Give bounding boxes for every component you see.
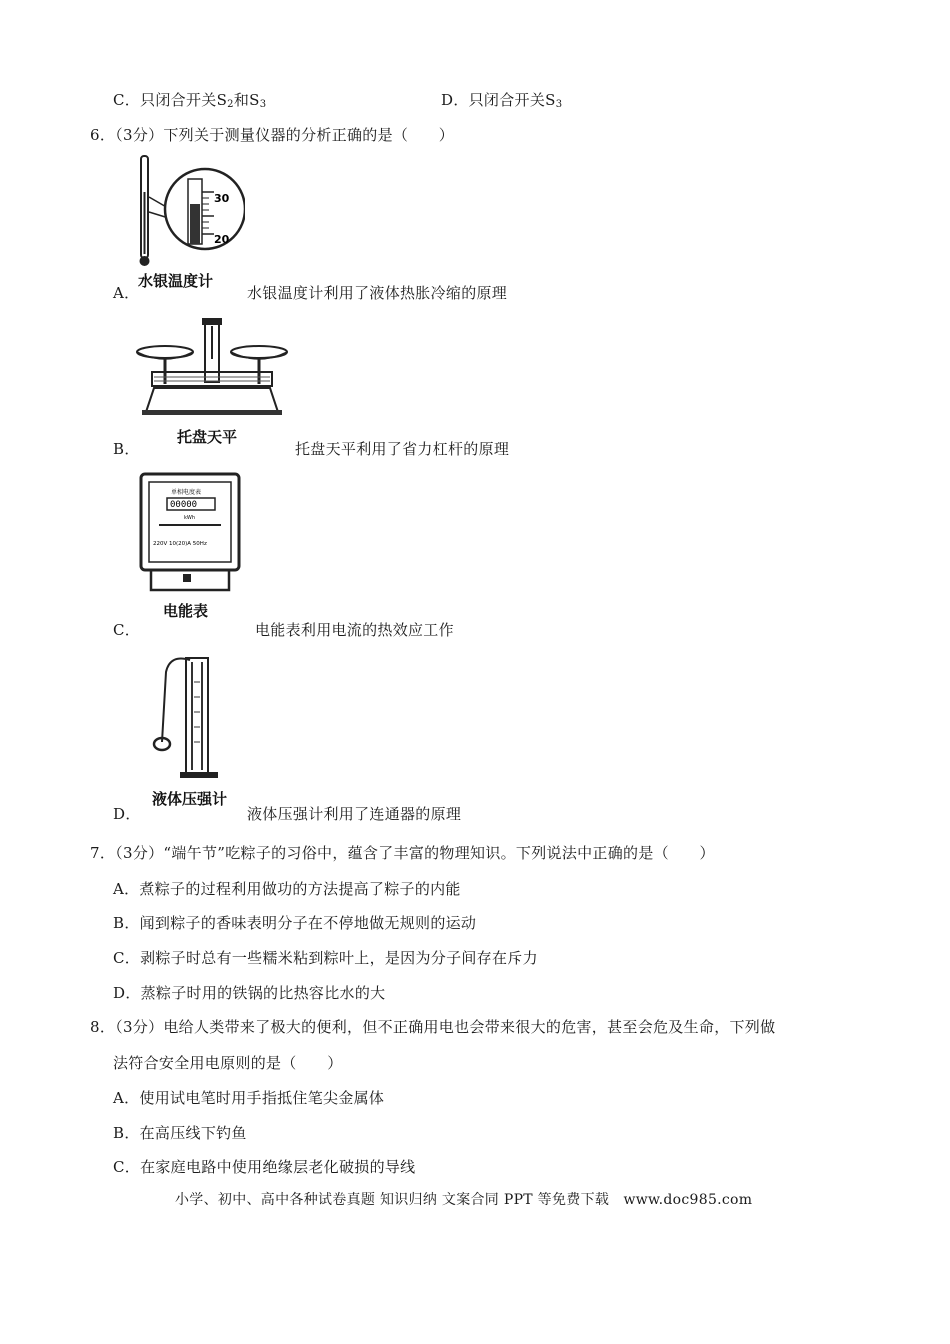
q6-option-b-text: 托盘天平利用了省力杠杆的原理 bbox=[295, 440, 510, 458]
q6-option-a-text: 水银温度计利用了液体热胀冷缩的原理 bbox=[247, 284, 508, 302]
q5-option-d: D．只闭合开关$S_3$ bbox=[441, 91, 563, 110]
thermometer-scale-bottom: 20 bbox=[214, 233, 230, 246]
q7-stem: 7．（3分）“端午节”吃粽子的习俗中，蕴含了丰富的物理知识。下列说法中正确的是（ ） bbox=[90, 844, 715, 862]
q8-stem-line1: 8．（3分）电给人类带来了极大的便利，但不正确用电也会带来很大的危害，甚至会危及生命，下列做 bbox=[90, 1018, 776, 1036]
q8-option-a: A．使用试电笔时用手指抵住笔尖金属体 bbox=[113, 1089, 385, 1107]
thermometer-caption: 水银温度计 bbox=[138, 272, 214, 290]
balance-figure bbox=[132, 314, 292, 446]
q8-stem-line2: 法符合安全用电原则的是（ ） bbox=[113, 1054, 343, 1072]
q6-option-c-letter: C． bbox=[113, 621, 141, 639]
q8-option-c: C．在家庭电路中使用绝缘层老化破损的导线 bbox=[113, 1158, 416, 1176]
meter-caption: 电能表 bbox=[163, 602, 209, 620]
q6-stem: 6．（3分）下列关于测量仪器的分析正确的是（ ） bbox=[90, 126, 455, 144]
q6-option-a-letter: A． bbox=[113, 284, 140, 302]
balance-caption: 托盘天平 bbox=[177, 428, 238, 446]
q6-option-d-text: 液体压强计利用了连通器的原理 bbox=[247, 805, 462, 823]
q7-option-d: D．蒸粽子时用的铁锅的比热容比水的大 bbox=[113, 984, 386, 1002]
thermometer-figure bbox=[130, 152, 245, 292]
q6-option-d-letter: D． bbox=[113, 805, 141, 823]
thermometer-scale-top: 30 bbox=[214, 192, 230, 205]
q5-option-c: C．只闭合开关$S_2$和$S_3$ bbox=[113, 91, 267, 110]
meter-specs: 220V 10(20)A 50Hz bbox=[153, 541, 207, 547]
q8-option-b: B．在高压线下钓鱼 bbox=[113, 1124, 247, 1142]
meter-unit: kWh bbox=[184, 515, 196, 521]
pressure-gauge-caption: 液体压强计 bbox=[152, 790, 228, 808]
q7-option-c: C．剥粽子时总有一些糯米粘到粽叶上，是因为分子间存在斥力 bbox=[113, 949, 538, 967]
page-footer[interactable]: 小学、初中、高中各种试卷真题 知识归纳 文案合同 PPT 等免费下载 www.doc985.com bbox=[175, 1192, 753, 1208]
q6-option-b-letter: B． bbox=[113, 440, 140, 458]
q7-option-b: B．闻到粽子的香味表明分子在不停地做无规则的运动 bbox=[113, 914, 477, 932]
q6-option-c-text: 电能表利用电流的热效应工作 bbox=[255, 621, 454, 639]
q7-option-a: A．煮粽子的过程利用做功的方法提高了粽子的内能 bbox=[113, 880, 461, 898]
meter-digits: 00000 bbox=[170, 500, 198, 510]
electric-meter-figure bbox=[137, 470, 247, 622]
meter-title: 单相电度表 bbox=[171, 489, 202, 496]
pressure-gauge-figure bbox=[150, 652, 250, 810]
